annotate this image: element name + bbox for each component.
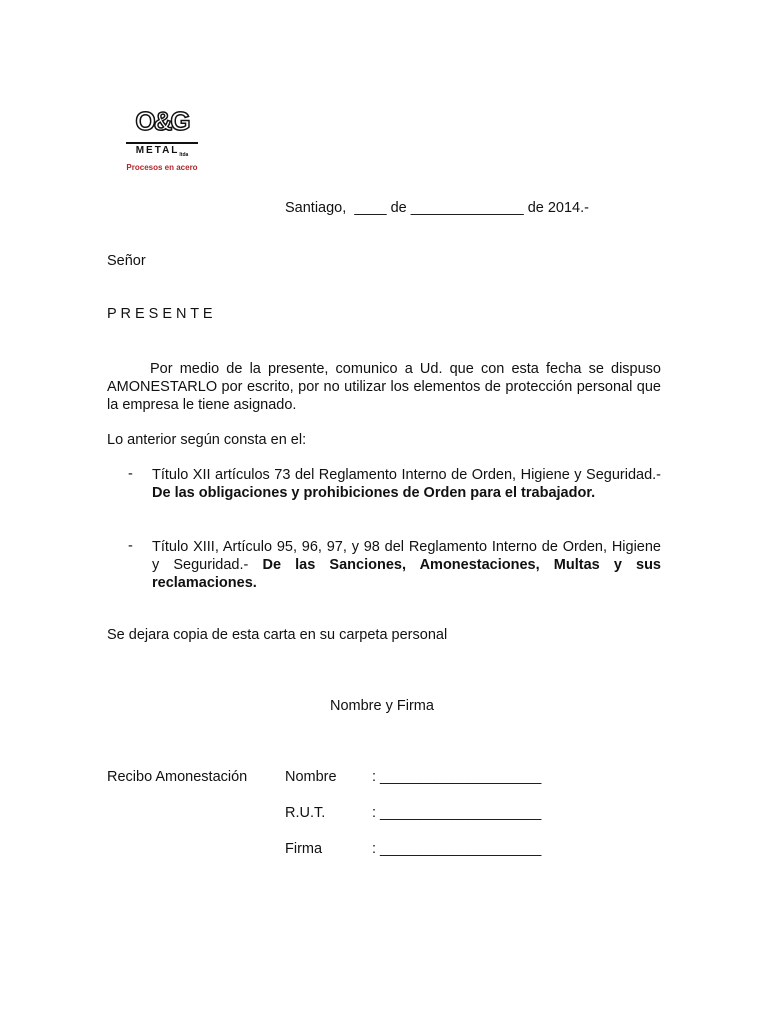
receipt-field-name-value: : ____________________: [372, 769, 542, 785]
receipt-field-rut-label: R.U.T.: [285, 805, 326, 821]
copy-note: Se dejara copia de esta carta en su carpeta personal: [107, 627, 448, 643]
bullet-dash: -: [128, 466, 133, 482]
logo-tagline: Procesos en acero: [126, 163, 198, 172]
bullet-dash: -: [128, 538, 133, 554]
receipt-field-rut-value: : ____________________: [372, 805, 542, 821]
paragraph-reference: Lo anterior según consta en el:: [107, 432, 307, 448]
receipt-field-firma-label: Firma: [285, 841, 323, 857]
signature-label: Nombre y Firma: [330, 698, 434, 714]
bullet-item-1-bold: De las obligaciones y prohibiciones de Orden para el trabajador.: [152, 485, 596, 501]
logo-metal-word: METAL: [135, 145, 180, 156]
receipt-field-firma-value: : ____________________: [372, 841, 542, 857]
bullet-item-2-bold: De las Sanciones, Amonestaciones, Multas y sus reclamaciones.: [152, 557, 661, 591]
bullet-item-2: [152, 538, 661, 592]
paragraph-main: Por medio de la presente, comunico a Ud. que con esta fecha se dispuso AMONESTARLO por escrito, por no utilizar los elementos de protección personal que la empresa le tiene asignado.: [107, 361, 661, 413]
receipt-label: Recibo Amonestación: [107, 769, 248, 785]
presente-heading: P R E S E N T E: [107, 306, 213, 322]
bullet-item-1-text: Título XII artículos 73 del Reglamento Interno de Orden, Higiene y Seguridad.-: [152, 467, 661, 483]
logo-metal-suffix: ltda: [179, 152, 189, 158]
logo-metal: [126, 142, 198, 158]
bullet-item-1: [152, 466, 661, 502]
receipt-field-name-label: Nombre: [285, 769, 337, 785]
recipient: Señor: [107, 253, 146, 269]
logo-brand: O&G: [135, 106, 189, 136]
company-logo: [118, 98, 206, 178]
date-line: Santiago, ____ de ______________ de 2014.-: [285, 200, 589, 216]
bullet-item-2-text: Título XIII, Artículo 95, 96, 97, y 98 del Reglamento Interno de Orden, Higiene y Seguridad.-: [152, 539, 661, 573]
